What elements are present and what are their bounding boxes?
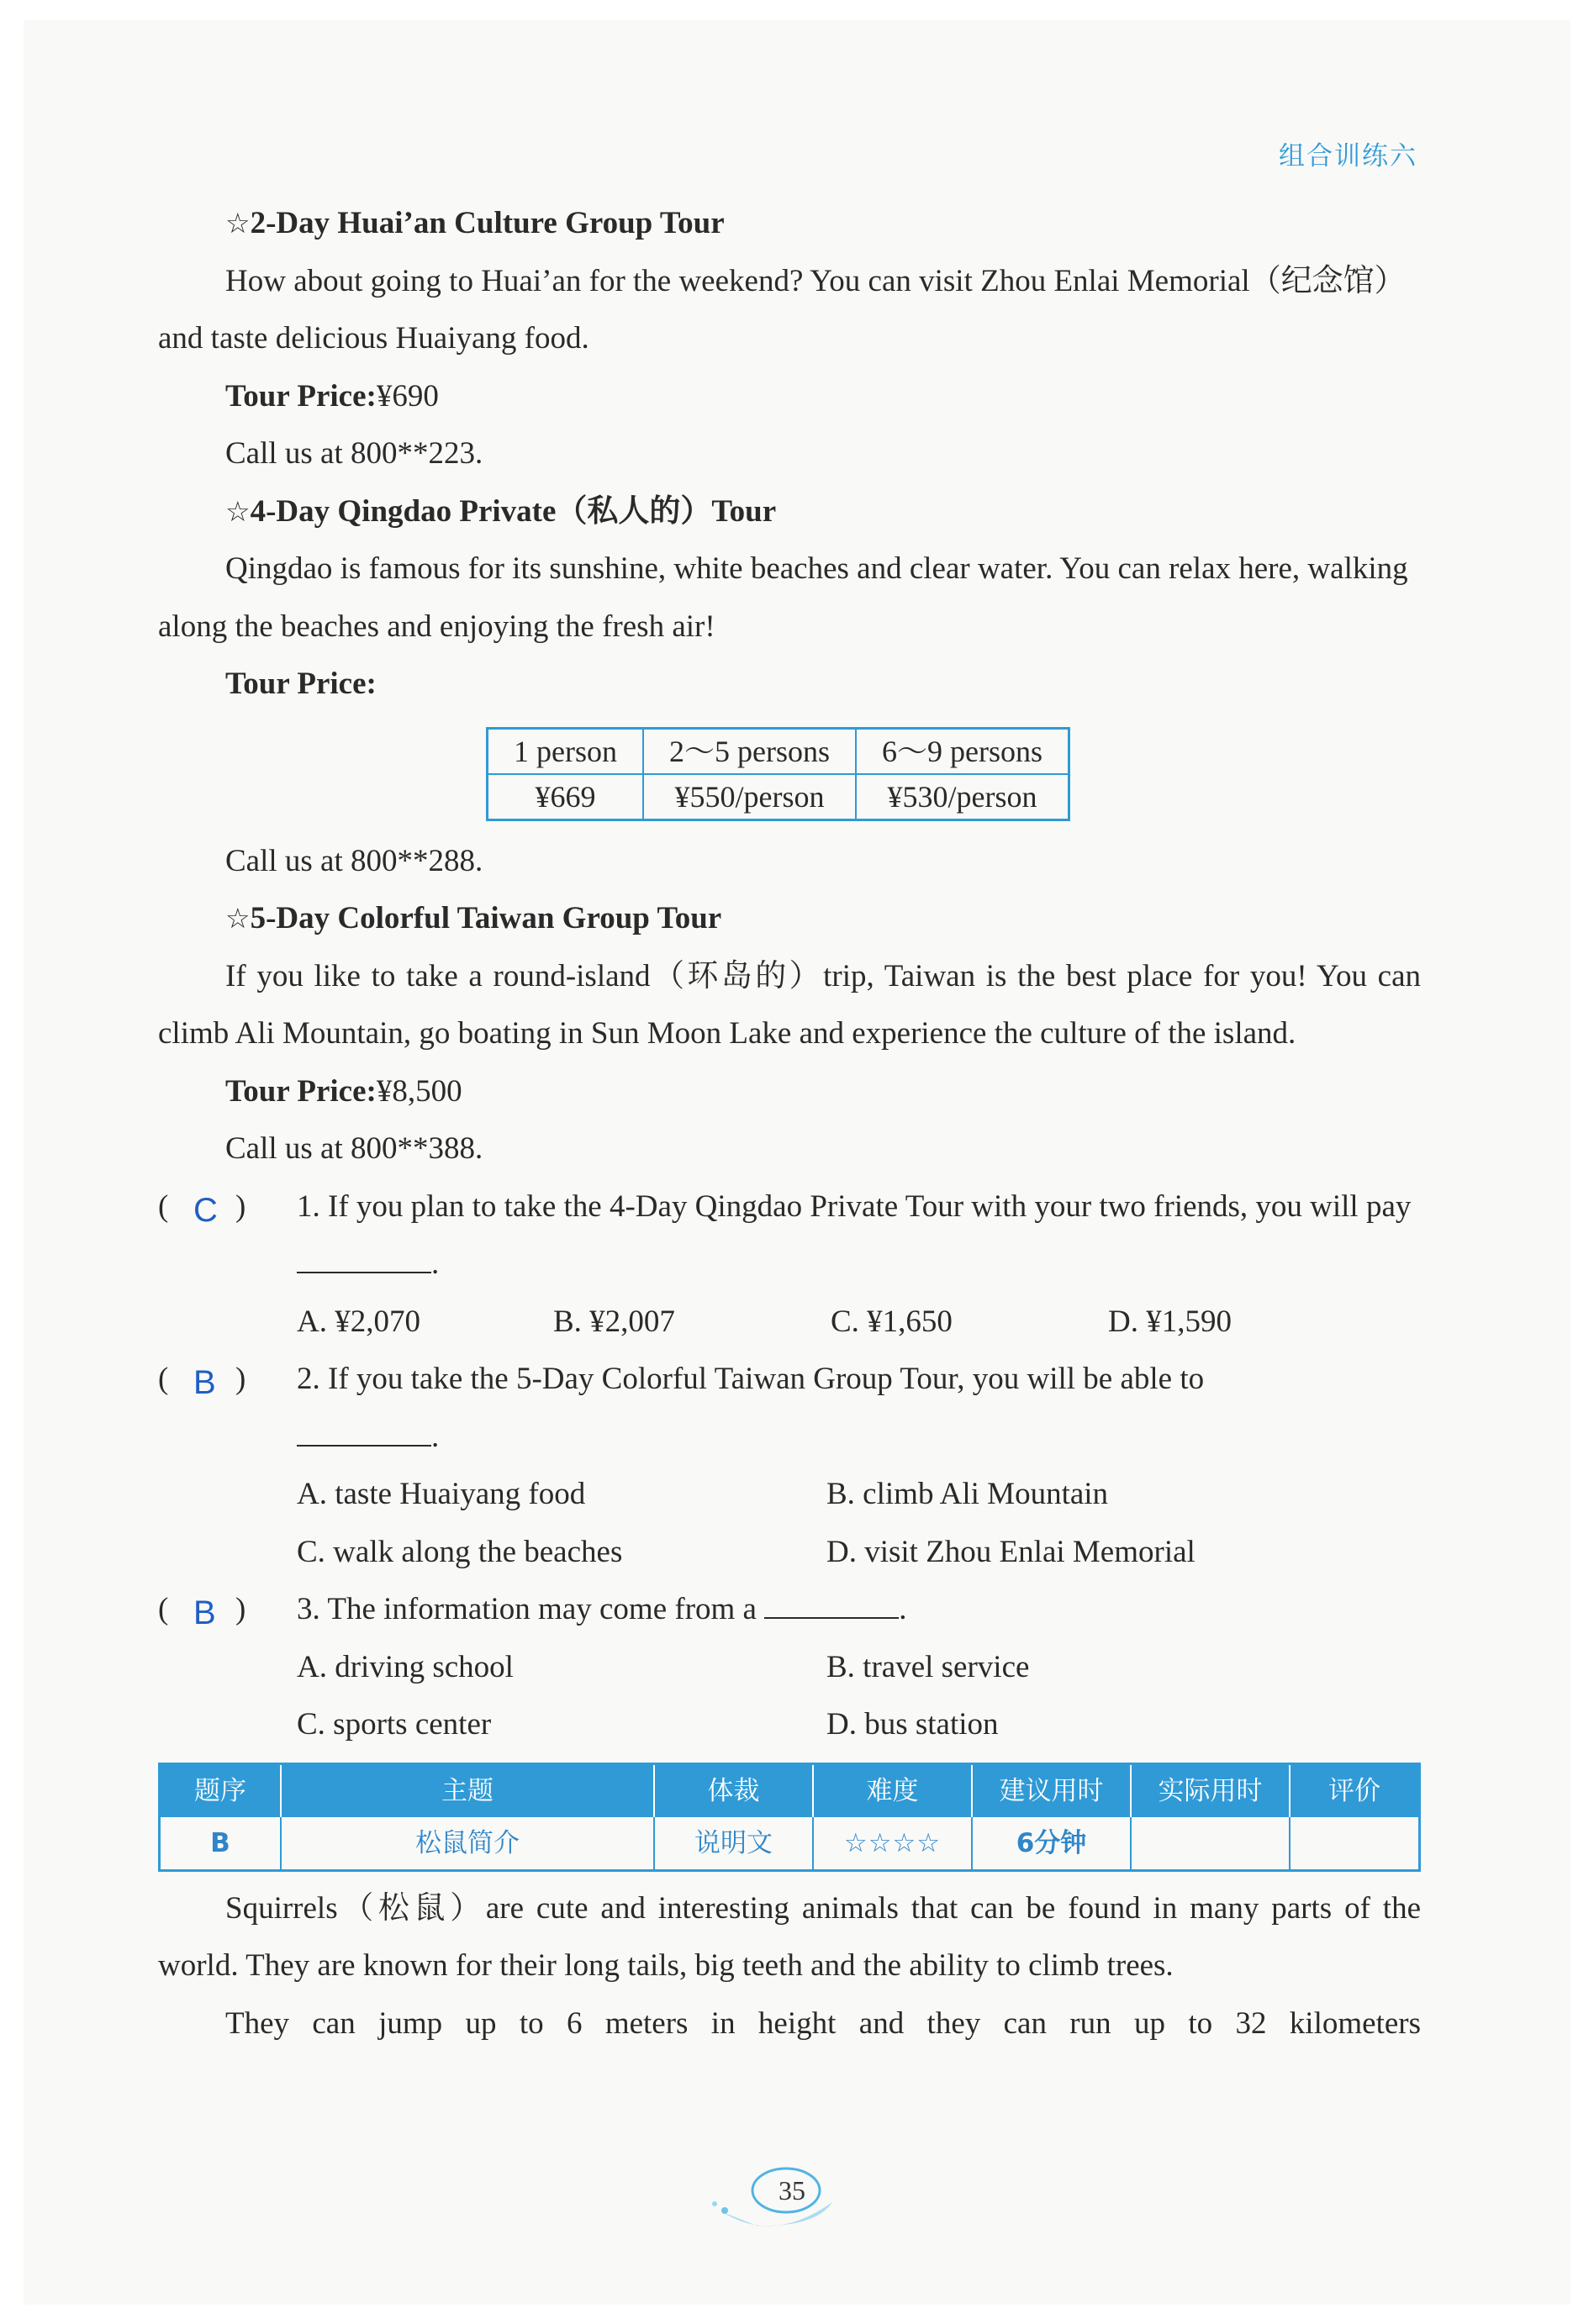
option: A. taste Huaiyang food bbox=[297, 1477, 586, 1511]
question-2: ( B ) 2. If you take the 5-Day Colorful Taiwan Group Tour, you will be able to . bbox=[158, 1351, 1421, 1466]
question-3-options-row2 bbox=[158, 1696, 1421, 1754]
tour-3-contact: Call us at 800**388. bbox=[225, 1131, 483, 1166]
star-icon: ☆ bbox=[225, 902, 251, 935]
passage-b-para-1: Squirrels（松鼠）are cute and interesting animals that can be found in many parts of the world. They are known for their long tails, big teeth and the ability to climb trees. bbox=[158, 1890, 1421, 1983]
tour-1-contact: Call us at 800**223. bbox=[225, 436, 483, 471]
tour-3-title: ☆5-Day Colorful Taiwan Group Tour bbox=[225, 901, 722, 935]
table-row bbox=[488, 774, 1069, 820]
star-icon: ☆ bbox=[225, 207, 251, 240]
table-cell bbox=[1131, 1817, 1290, 1871]
option: D. visit Zhou Enlai Memorial bbox=[826, 1534, 1196, 1569]
option: B. climb Ali Mountain bbox=[826, 1477, 1109, 1511]
tour-1-title: ☆2-Day Huai’an Culture Group Tour bbox=[225, 206, 725, 240]
price-cell: ¥530/person bbox=[856, 774, 1069, 820]
passage-b-para-2: They can jump up to 6 meters in height and they can run up to 32 kilometers bbox=[225, 2005, 1421, 2041]
table-cell: 松鼠简介 bbox=[281, 1817, 654, 1871]
option: B. ¥2,007 bbox=[553, 1304, 675, 1339]
tour-2-price: Tour Price: bbox=[225, 667, 377, 701]
content bbox=[158, 195, 1421, 2053]
table-cell: 6分钟 bbox=[972, 1817, 1131, 1871]
section-label: 组合训练六 bbox=[1279, 141, 1417, 171]
option: D. bus station bbox=[826, 1707, 999, 1742]
question-1-options bbox=[158, 1294, 1421, 1352]
column-header: 题序 bbox=[160, 1763, 282, 1817]
option: A. driving school bbox=[297, 1649, 514, 1684]
answer-mark: B bbox=[193, 1594, 216, 1631]
option: D. ¥1,590 bbox=[1108, 1304, 1232, 1339]
tour-2-title: ☆4-Day Qingdao Private（私人的）Tour bbox=[225, 493, 777, 529]
answer-mark: C bbox=[193, 1191, 218, 1229]
question-number: 2. bbox=[297, 1362, 320, 1396]
tour-3-desc: If you like to take a round-island（环岛的）trip, Taiwan is the best place for you! You can climb Ali Mountain, go boating in Sun Moon Lake and experience the culture of the island. bbox=[158, 958, 1421, 1051]
column-header: 实际用时 bbox=[1131, 1763, 1290, 1817]
tour-2-desc: Qingdao is famous for its sunshine, white beaches and clear water. You can relax here, walking along the beaches and enjoying the fresh air! bbox=[158, 551, 1408, 644]
tour-2-contact: Call us at 800**288. bbox=[225, 843, 483, 878]
question-2-options-row2 bbox=[158, 1524, 1421, 1582]
answer-blank bbox=[297, 1411, 431, 1447]
answer-blank bbox=[764, 1584, 899, 1619]
table-header-row bbox=[160, 1763, 1420, 1817]
table-cell: 说明文 bbox=[654, 1817, 813, 1871]
price-header: 1 person bbox=[488, 728, 643, 774]
difficulty-stars: ☆☆☆☆ bbox=[813, 1817, 972, 1871]
star-icon: ☆ bbox=[225, 494, 251, 528]
table-row bbox=[488, 728, 1069, 774]
question-text: The information may come from a bbox=[327, 1592, 757, 1626]
option: C. ¥1,650 bbox=[831, 1304, 953, 1339]
question-text: If you plan to take the 4-Day Qingdao Private Tour with your two friends, you will pay bbox=[328, 1188, 1412, 1224]
question-text: If you take the 5-Day Colorful Taiwan Group Tour, you will be able to bbox=[328, 1362, 1205, 1396]
table-cell: B bbox=[160, 1817, 282, 1871]
column-header: 难度 bbox=[813, 1763, 972, 1817]
question-number: 3. bbox=[297, 1592, 320, 1626]
option: A. ¥2,070 bbox=[297, 1304, 420, 1339]
answer-blank bbox=[297, 1238, 431, 1273]
option: B. travel service bbox=[826, 1649, 1030, 1684]
column-header: 评价 bbox=[1290, 1763, 1420, 1817]
qingdao-price-table bbox=[486, 727, 1070, 821]
column-header: 体裁 bbox=[654, 1763, 813, 1817]
option: C. sports center bbox=[297, 1707, 492, 1742]
price-header: 6～9 persons bbox=[856, 728, 1069, 774]
question-2-options bbox=[158, 1466, 1421, 1524]
column-header: 主题 bbox=[281, 1763, 654, 1817]
price-header: 2～5 persons bbox=[643, 728, 856, 774]
price-cell: ¥550/person bbox=[643, 774, 856, 820]
question-number: 1. bbox=[297, 1188, 320, 1224]
price-cell: ¥669 bbox=[488, 774, 643, 820]
answer-mark: B bbox=[193, 1364, 216, 1401]
tour-1-desc: How about going to Huai’an for the weekend? You can visit Zhou Enlai Memorial（纪念馆）and taste delicious Huaiyang food. bbox=[158, 263, 1406, 356]
table-row bbox=[160, 1817, 1420, 1871]
tour-3-price: Tour Price:¥8,500 bbox=[225, 1073, 462, 1109]
page-number: 35 bbox=[779, 2175, 805, 2205]
column-header: 建议用时 bbox=[972, 1763, 1131, 1817]
question-3: ( B ) 3. The information may come from a . bbox=[158, 1581, 1421, 1639]
reading-info-table bbox=[158, 1763, 1421, 1872]
question-1: ( C ) 1. If you plan to take the 4-Day Qingdao Private Tour with your two friends, you will pay . bbox=[158, 1178, 1421, 1294]
tour-1-price: Tour Price:¥690 bbox=[225, 378, 439, 414]
option: C. walk along the beaches bbox=[297, 1534, 623, 1569]
question-3-options bbox=[158, 1639, 1421, 1697]
table-cell bbox=[1290, 1817, 1420, 1871]
